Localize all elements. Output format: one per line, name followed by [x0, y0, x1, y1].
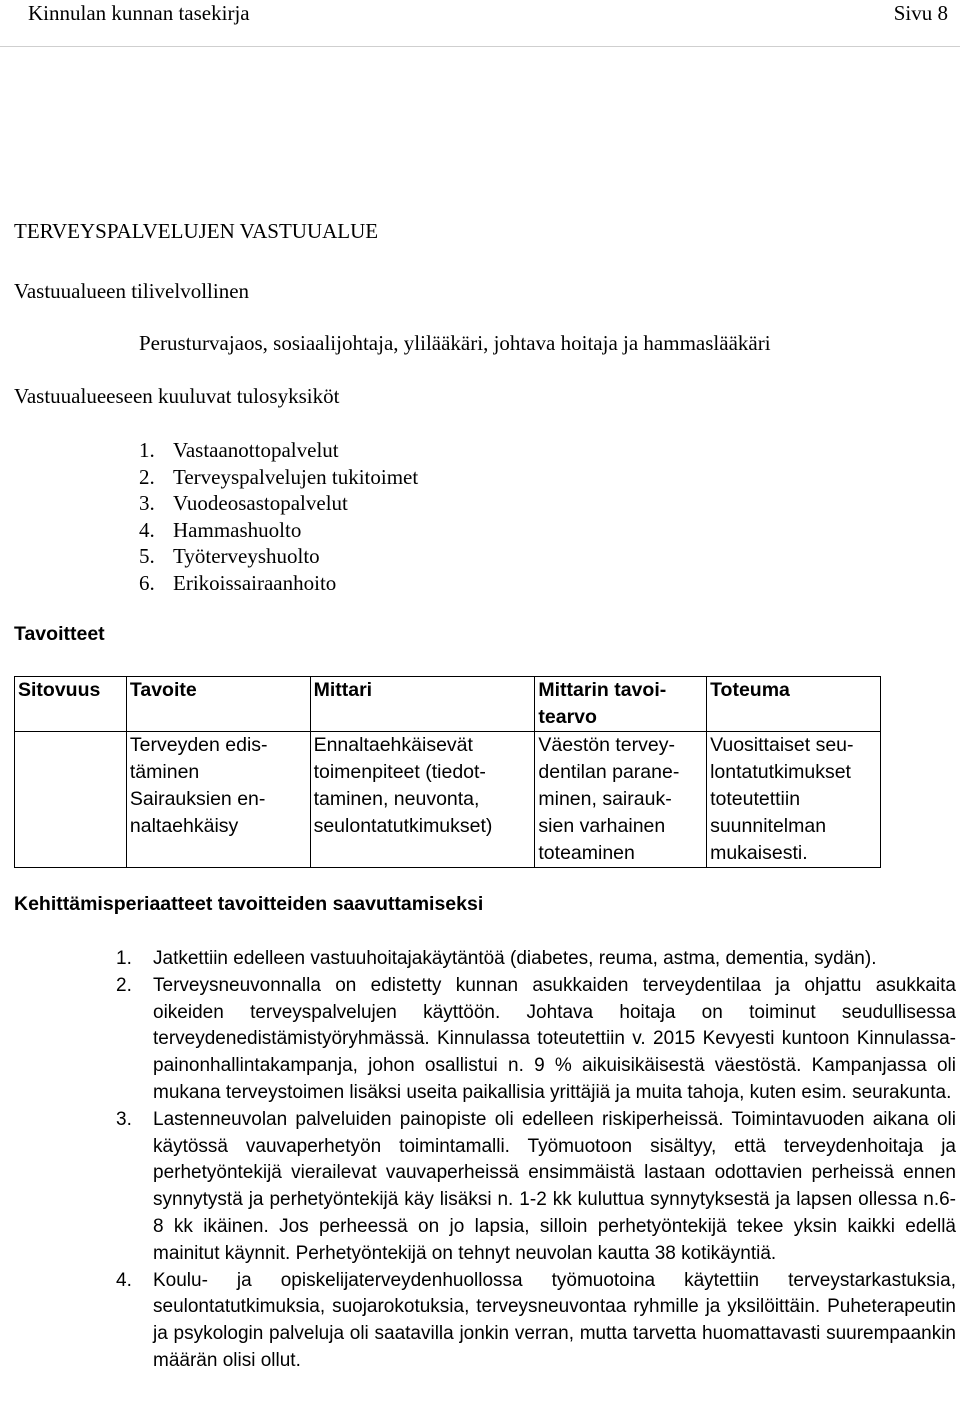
list-item: 1. Jatkettiin edelleen vastuuhoitajakäytäntöä (diabetes, reuma, astma, dementia, sydän).: [116, 948, 877, 969]
goals-heading: Tavoitteet: [14, 623, 105, 645]
list-item: 2. Terveyspalvelujen tukitoimet: [139, 464, 419, 489]
cell-tavoitearvo: Väestön tervey- dentilan parane- minen, sairauk- sien varhainen toteaminen: [535, 732, 707, 868]
cell-sitovuus: [15, 732, 127, 868]
units-heading: Vastuualueeseen kuuluvat tulosyksiköt: [14, 384, 340, 408]
goals-table: [14, 676, 881, 868]
list-item: 6. Erikoissairaanhoito: [139, 570, 337, 595]
development-heading: Kehittämisperiaatteet tavoitteiden saavuttamiseksi: [14, 893, 484, 915]
page-number: Sivu 8: [893, 1, 948, 25]
column-header-sitovuus: Sitovuus: [15, 677, 127, 732]
list-item: 5. Työterveyshuolto: [139, 544, 320, 568]
list-item: 4. Hammashuolto: [139, 517, 302, 542]
cell-tavoite: Terveyden edis- täminen Sairauksien en- naltaehkäisy: [126, 732, 310, 868]
cell-toteuma: Vuosittaiset seu- lontatutkimukset toteutettiin suunnitelman mukaisesti.: [707, 732, 881, 868]
column-header-mittari: Mittari: [310, 677, 535, 732]
development-list: [116, 946, 956, 1375]
page-header: [0, 0, 960, 47]
owner-heading: Vastuualueen tilivelvollinen: [14, 279, 250, 303]
list-item: 3. Vuodeosastopalvelut: [139, 491, 348, 515]
list-item: 2. Terveysneuvonnalla on edistetty kunnan asukkaiden terveydentilaa ja ohjattu asukkaita oikeiden terveyspalvelujen käyttöön. Johtava hoitaja on toiminut seudullisessa terveydenedistämistyöryhmässä. Kinnulassa toteutettiin v. 2015 Kevyesti kuntoon Kinnulassa- painonhallintakampanja, johon osallistui n. 9 % aikuisikäisestä väestöstä. Kampanjassa oli mukana terveystoimen lisäksi useita paikallisia yrittäjiä ja muita tahoja, kuten esim. seurakunta.: [116, 974, 956, 1103]
column-header-tavoite: Tavoite: [126, 677, 310, 732]
table-header-row: [15, 677, 881, 732]
list-item: 4. Koulu- ja opiskelijaterveydenhuollossa työmuotoina käytettiin terveystarkastuksia, seulontatutkimuksia, suojarokotuksia, terveysneuvontaa ryhmille ja yksilöittäin. Puheterapeutin ja psykologin palveluja oli saatavilla jonkin verran, mutta tarvetta huomattavasti suurempaankin määrän olisi ollut.: [116, 1269, 956, 1371]
list-item: 1. Vastaanottopalvelut: [139, 438, 339, 462]
document-title: Kinnulan kunnan tasekirja: [28, 1, 250, 25]
section-title: TERVEYSPALVELUJEN VASTUUALUE: [14, 219, 379, 243]
list-item: 3. Lastenneuvolan palveluiden painopiste oli edelleen riskiperheissä. Toimintavuoden aikana oli käytössä vauvaperhetyön toimintamalli. Työmuotoon sisältyy, että terveydenhoitaja ja perhetyöntekijä vierailevat vauvaperheissä ensimmäistä lastaan odottavien perheissä ennen synnytystä ja perhetyöntekijä käy lisäksi n. 1-2 kk kuluttua synnytyksestä ja lapsen ollessa n.6-8 kk ikäinen. Jos perheessä on jo lapsia, silloin perhetyöntekijä tekee yksin kaikki edellä mainitut käynnit. Perhetyöntekijä on tehnyt neuvolan kautta 38 kotikäyntiä.: [116, 1108, 956, 1264]
table-row: [15, 732, 881, 868]
units-list: [139, 437, 418, 596]
owner-text: Perusturvajaos, sosiaalijohtaja, ylilääkäri, johtava hoitaja ja hammaslääkäri: [139, 331, 771, 355]
cell-mittari: Ennaltaehkäisevät toimenpiteet (tiedot- taminen, neuvonta, seulontatutkimukset): [310, 732, 535, 868]
column-header-tavoitearvo: Mittarin tavoi- tearvo: [535, 677, 707, 732]
column-header-toteuma: Toteuma: [707, 677, 881, 732]
